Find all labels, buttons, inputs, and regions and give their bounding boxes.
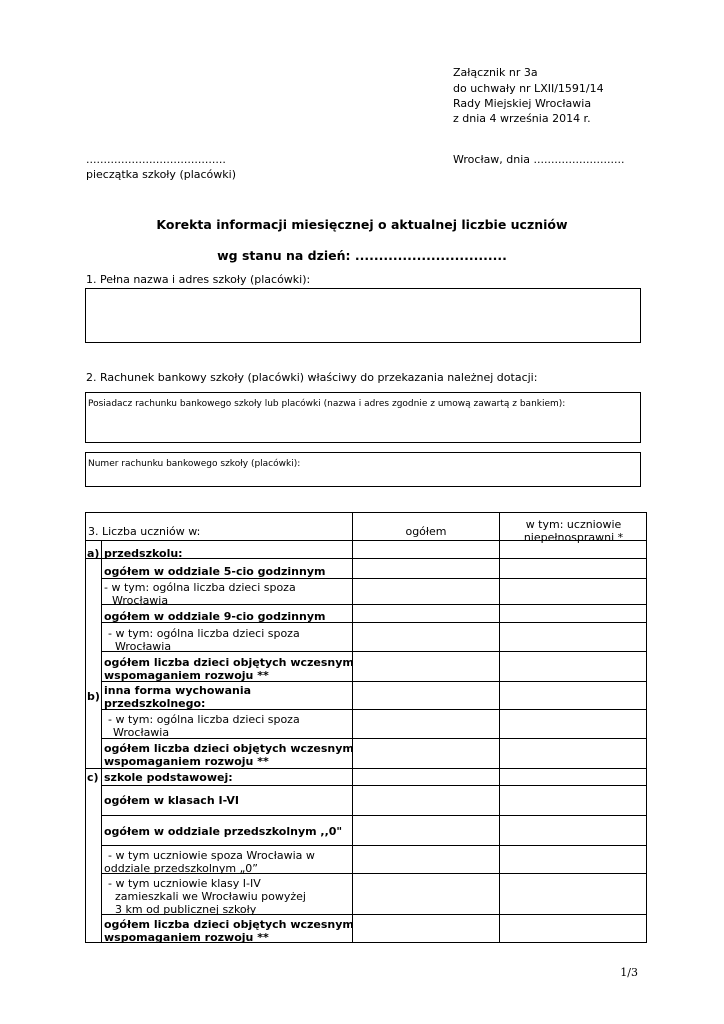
- page-number: 1/3: [620, 966, 638, 979]
- attachment-number: Załącznik nr 3a: [453, 66, 538, 79]
- stamp-label: pieczątka szkoły (placówki): [86, 168, 237, 181]
- stamp-dots: ........................................: [86, 153, 226, 166]
- section-c-letter: c): [87, 771, 99, 784]
- table-header-label: 3. Liczba uczniów w:: [88, 525, 201, 538]
- section-b-letter: b): [87, 690, 100, 703]
- row-label: ogółem liczba dzieci objętych wczesnym: [104, 742, 354, 755]
- section-a-letter: a): [87, 547, 100, 560]
- row-label: - w tym: ogólna liczba dzieci spoza: [108, 627, 300, 640]
- row-label: Wrocławia: [113, 726, 170, 739]
- section-b-label: inna forma wychowania: [104, 684, 252, 697]
- resolution-date: z dnia 4 września 2014 r.: [453, 112, 591, 125]
- row-label: - w tym: ogólna liczba dzieci spoza: [108, 713, 300, 726]
- row-label: ogółem w oddziale 5-cio godzinnym: [104, 565, 326, 578]
- account-holder-label: Posiadacz rachunku bankowego szkoły lub placówki (nazwa i adres zgodnie z umową zawartą z bankiem):: [88, 399, 566, 409]
- school-name-field[interactable]: [85, 288, 641, 343]
- row-label: - w tym uczniowie klasy I-IV: [108, 877, 261, 890]
- account-number-label: Numer rachunku bankowego szkoły (placówki):: [88, 459, 301, 469]
- section1-label: 1. Pełna nazwa i adres szkoły (placówki):: [86, 273, 311, 286]
- document-title: Korekta informacji miesięcznej o aktualnej liczbie uczniów: [156, 217, 568, 232]
- row-label: ogółem w klasach I-VI: [104, 794, 239, 807]
- row-label: - w tym: ogólna liczba dzieci spoza: [104, 581, 296, 594]
- council-name: Rady Miejskiej Wrocławia: [453, 97, 592, 110]
- row-label: ogółem w oddziale 9-cio godzinnym: [104, 610, 326, 623]
- row-label: - w tym uczniowie spoza Wrocławia w: [108, 849, 315, 862]
- row-label: Wrocławia: [115, 640, 172, 653]
- section-a-label: przedszkolu:: [104, 547, 183, 560]
- place-date: Wrocław, dnia ..........................: [453, 153, 625, 166]
- section2-label: 2. Rachunek bankowy szkoły (placówki) właściwy do przekazania należnej dotacji:: [86, 371, 538, 384]
- row-label: Wrocławia: [112, 594, 169, 607]
- table-header-total: ogółem: [405, 525, 447, 538]
- row-label: 3 km od publicznej szkoły: [115, 903, 257, 916]
- table-header-disabled-2: niepełnosprawni *: [523, 531, 624, 544]
- resolution-number: do uchwały nr LXII/1591/14: [453, 82, 604, 95]
- row-label: wspomaganiem rozwoju **: [104, 755, 269, 768]
- row-label: ogółem liczba dzieci objętych wczesnym: [104, 656, 354, 669]
- table-header-disabled: w tym: uczniowie: [525, 518, 622, 531]
- row-label: wspomaganiem rozwoju **: [104, 931, 269, 944]
- row-label: oddziale przedszkolnym „0”: [104, 862, 258, 875]
- row-label: zamieszkali we Wrocławiu powyżej: [115, 890, 306, 903]
- row-label: ogółem liczba dzieci objętych wczesnym: [104, 918, 354, 931]
- report-date-line: wg stanu na dzień: ................................: [217, 248, 507, 263]
- section-b-label-2: przedszkolnego:: [104, 697, 206, 710]
- section-c-label: szkole podstawowej:: [104, 771, 233, 784]
- row-label: ogółem w oddziale przedszkolnym ,,0": [104, 825, 343, 838]
- row-label: wspomaganiem rozwoju **: [104, 669, 269, 682]
